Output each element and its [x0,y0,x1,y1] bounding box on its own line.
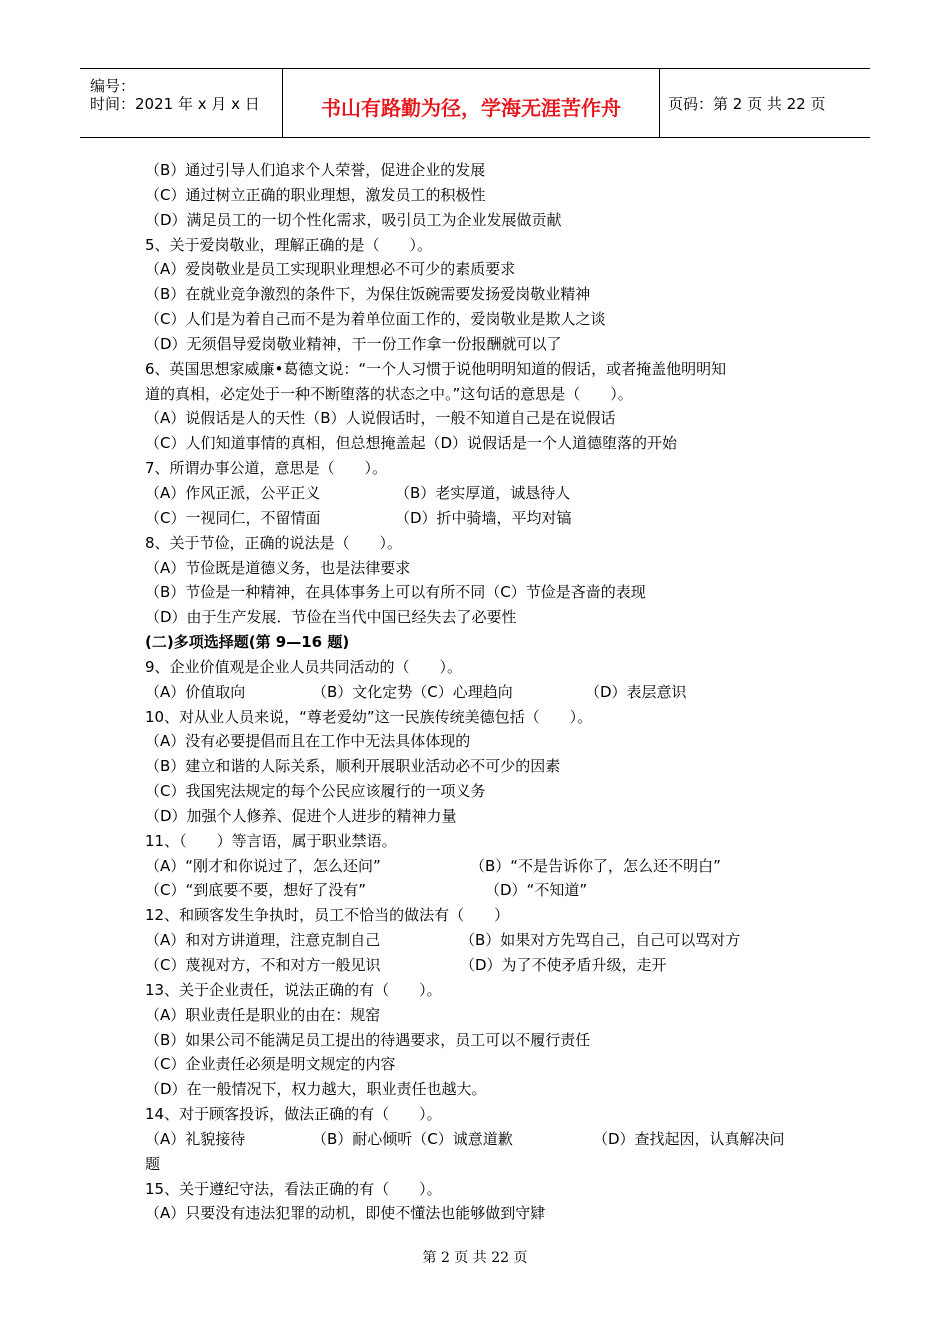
option-row [145,854,825,879]
option-b: （B）如果对方先骂自己，自己可以骂对方 [460,931,741,950]
header-motto: 书山有路勤为径，学海无涯苦作舟 [321,96,621,120]
text-line: （A）只要没有违法犯罪的动机，即使不懂法也能够做到守肄 [145,1204,546,1223]
document-date: 时间：2021 年 x 月 x 日 [90,95,260,113]
option-a: （A）礼貌接待 [145,1129,246,1148]
option-row [145,878,825,903]
text-line: （C）通过树立正确的职业理想，激发员工的积极性 [145,185,486,204]
text-line: （B）通过引导人们追求个人荣誉，促进企业的发展 [145,161,486,179]
text-line: （B）在就业竞争激烈的条件下，为保住饭碗需要发扬爱岗敬业精神 [145,285,591,304]
option-row [145,953,825,978]
option-a: （A）作风正派，公平正义 [145,483,321,502]
text-line: （D）在一般情况下，权力越大，职业责任也越大。 [145,1080,487,1099]
question-5: 5、关于爱岗敬业，理解正确的是（ ）。 [145,235,433,254]
text-line: （B）如果公司不能满足员工提出的待遇要求，员工可以不履行责任 [145,1030,591,1049]
text-line: （C）人们知道事情的真相，但总想掩盖起（D）说假话是一个人道德堕落的开始 [145,434,678,453]
option-bc: （B）文化定势（C）心理趋向 [312,682,513,701]
option-d: （D）为了不使矛盾升级，走开 [460,956,667,974]
question-10: 10、对从业人员来说，“尊老爱幼”这一民族传统美德包括（ ）。 [145,707,593,726]
header-motto-cell [283,69,660,137]
option-c: （C）蔑视对方，不和对方一般见识 [145,956,381,974]
document-number-label: 编号： [90,77,136,95]
text-line: （D）满足员工的一切个性化需求，吸引员工为企业发展做贡献 [145,210,562,229]
section-title: (二)多项选择题(第 9—16 题) [145,633,350,652]
option-c: （C）“到底要不要，想好了没有” [145,881,367,900]
option-d: （D）表层意识 [585,682,687,701]
question-8: 8、关于节俭，正确的说法是（ ）。 [145,533,403,552]
option-d: （D）“不知道” [485,881,588,900]
option-a: （A）和对方讲道理，注意克制自己 [145,931,381,950]
page-header [80,68,870,138]
option-d: （D）查找起因，认真解决问 [593,1129,785,1148]
text-line: 题 [145,1154,161,1173]
option-row [145,506,825,531]
text-line: （A）说假话是人的天性（B）人说假话时，一般不知道自己是在说假话 [145,409,616,428]
option-row [145,928,825,953]
question-6: 6、英国思想家威廉•葛德文说：“一个人习惯于说他明明知道的假话，或者掩盖他明明知 [145,359,727,378]
header-page-cell [660,69,870,137]
text-line: （B）节俭是一种精神，在具体事务上可以有所不同（C）节俭是吝啬的表现 [145,583,646,602]
text-line: （A）没有必要提倡而且在工作中无法具体体现的 [145,732,471,751]
question-content [145,158,825,1226]
option-c: （C）一视同仁，不留情面 [145,508,321,527]
option-a: （A）“刚才和你说过了，怎么还问” [145,856,381,875]
question-7: 7、所谓办事公道，意思是（ ）。 [145,459,388,478]
text-line: （B）建立和谐的人际关系，顺利开展职业活动必不可少的因素 [145,757,561,776]
text-line: （A）节俭既是道德义务，也是法律要求 [145,558,411,577]
option-d: （D）折中骑墙，平均对镐 [395,508,572,527]
question-11: 11、（ ）等言语，属于职业禁语。 [145,831,397,850]
option-b: （B）老实厚道，诚恳待人 [395,483,571,502]
text-line: （A）爱岗敬业是员工实现职业理想必不可少的素质要求 [145,260,516,279]
page-footer: 第 2 页 共 22 页 [422,1250,528,1266]
text-line: （C）人们是为着自己而不是为着单位面工作的，爱岗敬业是欺人之谈 [145,310,606,329]
text-line: （C）我国宪法规定的每个公民应该履行的一项义务 [145,782,486,801]
question-14: 14、对于顾客投诉，做法正确的有（ ）。 [145,1105,442,1124]
option-row [145,1127,825,1152]
option-bc: （B）耐心倾听（C）诚意道歉 [312,1129,513,1148]
question-9: 9、企业价值观是企业人员共同活动的（ ）。 [145,657,463,676]
option-row [145,680,825,705]
header-meta-cell [80,69,283,137]
question-12: 12、和顾客发生争执时，员工不恰当的做法有（ ） [145,906,510,925]
option-a: （A）价值取向 [145,682,246,701]
option-row [145,481,825,506]
question-13: 13、关于企业责任，说法正确的有（ ）。 [145,980,442,999]
option-b: （B）“不是告诉你了，怎么还不明白” [470,856,721,875]
text-line: （A）职业责任是职业的由在：规窑 [145,1005,381,1024]
text-line: （D）由于生产发展．节俭在当代中国已经失去了必要性 [145,608,517,627]
header-page-info: 页码：第 2 页 共 22 页 [668,95,826,113]
text-line: （C）企业责任必须是明文规定的内容 [145,1055,396,1074]
text-line: （D）无须倡导爱岗敬业精神，干一份工作拿一份报酬就可以了 [145,334,562,353]
text-line: （D）加强个人修养、促进个人进步的精神力量 [145,806,457,825]
question-15: 15、关于遵纪守法，看法正确的有（ ）。 [145,1179,442,1198]
text-line: 道的真相，必定处于一种不断堕落的状态之中。”这句话的意思是（ ）。 [145,384,633,403]
